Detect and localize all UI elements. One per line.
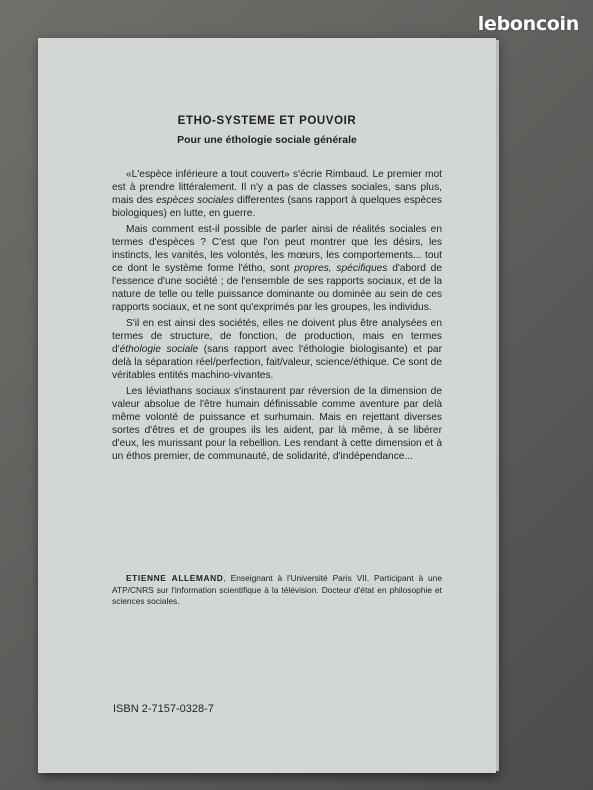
author-description: , Enseignant à l'Université Paris VII. Participant à une ATP/CNRS sur l'information scientifique à la télévision. Docteur d'état en philosophie et sciences sociales. [112,573,442,606]
blurb-text [112,168,442,466]
leboncoin-watermark: leboncoin [477,13,579,35]
book-subtitle: Pour une éthologie sociale générale [177,134,357,146]
blurb-paragraph: S'il en est ainsi des sociétés, elles ne doivent plus être analysées en termes de structure, de fonction, de production, mais en termes d'éthologie sociale (sans rapport avec l'éthologie biologisante) et par delà la séparation réel/perfection, fait/valeur, science/éthique. Ce sont de véritables entités machino-vivantes. [112,318,442,381]
book-back-cover [38,38,496,773]
author-bio [112,573,442,608]
author-name: ETIENNE ALLEMAND [126,573,224,583]
blurb-paragraph: Les léviathans sociaux s'instaurent par réversion de la dimension de valeur absolue de l'être humain définissable comme aventure par delà même volonté de puissance et surhumain. Mais en rejettant diverses sortes d'êtres et de groupes ils les aident, par là même, à se libérer d'eux, les murissant pour la rebellion. Les rendant à cette dimension et à un éthos premier, de communauté, de solidarité, d'indépendance... [112,386,442,462]
blurb-paragraph: «L'espèce inférieure a tout couvert» s'écrie Rimbaud. Le premier mot est à prendre littéralement. Il n'y a pas de classes sociales, sans plus, mais des espèces sociales differentes (sans rapport à quelques espèces biologiques) en lutte, en guerre. [112,169,442,219]
blurb-paragraph: Mais comment est-il possible de parler ainsi de réalités sociales en termes d'espèces ? C'est que l'on peut montrer que les désirs, les instincts, les vanités, les volontés, les mœurs, les comportements... tout ce dont le système forme l'étho, sont propres, spécifiques d'abord de l'essence d'une société ; de l'ensemble de ses rapports sociaux, et de la nature de telle ou telle puissance dominante ou dominée au sein de ces rapports sociaux, et ne sont qu'exprimés par les groupes, les individus. [112,224,442,313]
book-title: ETHO-SYSTEME ET POUVOIR [177,115,357,127]
isbn-number: ISBN 2-7157-0328-7 [113,703,214,715]
